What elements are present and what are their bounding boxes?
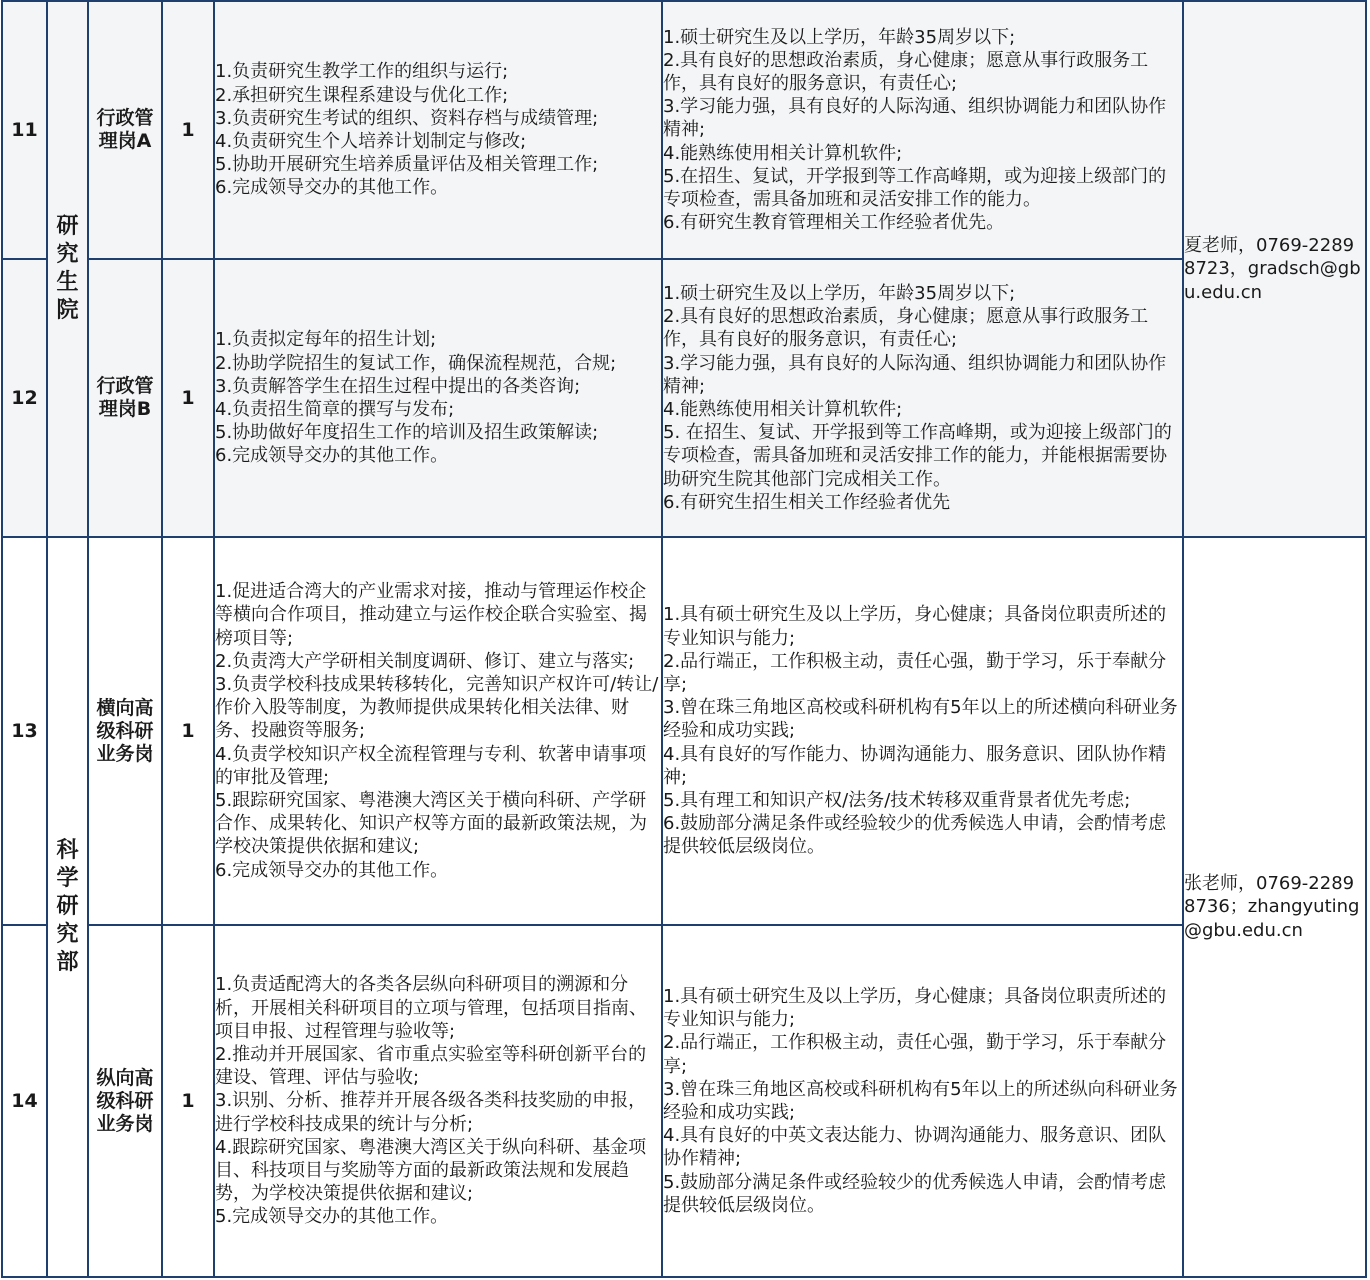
duty-item: 5.完成领导交办的其他工作。 [215,1206,449,1228]
duty-item: 4.跟踪研究国家、粤港澳大湾区关于纵向科研、基金项目、科技项目与奖励等方面的最新政策法规和发展趋势，为学校决策提供依据和建议; [215,1136,647,1205]
duty-item: 1.负责适配湾大的各类各层纵向科研项目的溯源和分析，开展相关科研项目的立项与管理，包括项目指南、项目申报、过程管理与验收等; [215,974,647,1042]
post-name: 行政管理岗A [96,107,154,152]
requirements-cell [662,259,1183,537]
duty-item: 4.负责招生简章的撰写与发布; [215,399,455,420]
requirement-item: 1.具有硕士研究生及以上学历，身心健康；具备岗位职责所述的专业知识与能力; [663,985,1167,1031]
requirement-item: 5.具有理工和知识产权/法务/技术转移双重背景者优先考虑; [663,790,1131,811]
requirement-item: 5. 在招生、复试、开学报到等工作高峰期，或为迎接上级部门的专项检查，需具备加班和灵活安排工作的能力，并能根据需要协助研究生院其他部门完成相关工作。 [663,422,1172,490]
duty-item: 5.协助开展研究生培养质量评估及相关管理工作; [215,154,599,176]
post-name: 行政管理岗B [96,375,154,420]
department-name: 研究生院 [56,214,79,323]
duties-cell [214,925,662,1277]
duty-item: 1.负责研究生教学工作的组织与运行; [215,61,509,83]
requirement-item: 4.能熟练使用相关计算机软件; [663,142,903,164]
contact-cell: 张老师，0769-22898736；zhangyuting@gbu.edu.cn [1183,537,1366,1277]
duty-item: 1.促进适合湾大的产业需求对接，推动与管理运作校企等横向合作项目，推动建立与运作校企联合实验室、揭榜项目等; [215,581,647,649]
requirement-item: 1.具有硕士研究生及以上学历，身心健康；具备岗位职责所述的专业知识与能力; [663,604,1167,649]
requirement-item: 4.能熟练使用相关计算机软件; [663,399,903,420]
requirements-cell [662,925,1183,1277]
duty-item: 3.负责研究生考试的组织、资料存档与成绩管理; [215,107,599,129]
duty-item: 5.跟踪研究国家、粤港澳大湾区关于横向科研、产学研合作、成果转化、知识产权等方面的最新政策法规，为学校决策提供依据和建议; [215,790,647,858]
requirement-item: 1.硕士研究生及以上学历，年龄35周岁以下; [663,26,1016,48]
table-row [2,1,1366,259]
duty-item: 2.承担研究生课程系建设与优化工作; [215,84,509,106]
duties-cell [214,259,662,537]
duties-cell [214,1,662,259]
headcount: 1 [162,1,214,259]
requirement-item: 4.具有良好的写作能力、协调沟通能力、服务意识、团队协作精神; [663,743,1167,788]
duty-item: 2.负责湾大产学研相关制度调研、修订、建立与落实; [215,650,635,672]
duty-item: 2.推动并开展国家、省市重点实验室等科研创新平台的建设、管理、评估与验收; [215,1043,647,1089]
requirement-item: 3.曾在珠三角地区高校或科研机构有5年以上的所述纵向科研业务经验和成功实践; [663,1078,1178,1123]
duty-item: 3.负责学校科技成果转移转化，完善知识产权许可/转让/作价入股等制度，为教师提供成果转化相关法律、财务、投融资等服务; [215,673,659,742]
requirement-item: 1.硕士研究生及以上学历，年龄35周岁以下; [663,282,1016,304]
requirement-item: 2.具有良好的思想政治素质，身心健康；愿意从事行政服务工作，具有良好的服务意识，有责任心; [663,49,1149,94]
headcount: 1 [162,925,214,1277]
duty-item: 6.完成领导交办的其他工作。 [215,445,449,467]
requirement-item: 5.鼓励部分满足条件或经验较少的优秀候选人申请，会酌情考虑提供较低层级岗位。 [663,1171,1167,1216]
row-number: 14 [2,925,47,1277]
duty-item: 6.完成领导交办的其他工作。 [215,177,449,199]
duty-item: 4.负责学校知识产权全流程管理与专利、软著申请事项的审批及管理; [215,743,647,788]
requirement-item: 6.鼓励部分满足条件或经验较少的优秀候选人申请，会酌情考虑提供较低层级岗位。 [663,813,1167,858]
post-cell [88,925,162,1277]
headcount: 1 [162,537,214,925]
row-number: 13 [2,537,47,925]
requirement-item: 2.具有良好的思想政治素质，身心健康；愿意从事行政服务工作，具有良好的服务意识，有责任心; [663,306,1149,351]
duty-item: 2.协助学院招生的复试工作，确保流程规范，合规; [215,352,617,374]
post-cell [88,537,162,925]
duty-item: 5.协助做好年度招生工作的培训及招生政策解读; [215,422,599,444]
duty-item: 3.识别、分析、推荐并开展各级各类科技奖励的申报，进行学校科技成果的统计与分析; [215,1090,647,1135]
requirement-item: 2.品行端正，工作积极主动，责任心强，勤于学习，乐于奉献分享; [663,650,1167,695]
post-name: 纵向高级科研业务岗 [96,1066,154,1135]
department-name: 科学研究部 [56,838,79,975]
requirements-cell [662,1,1183,259]
table-row [2,925,1366,1277]
row-number: 11 [2,1,47,259]
row-number: 12 [2,259,47,537]
contact-cell: 夏老师，0769-22898723，gradsch@gbu.edu.cn [1183,1,1366,537]
table-row [2,259,1366,537]
requirement-item: 3.学习能力强，具有良好的人际沟通、组织协调能力和团队协作精神; [663,352,1167,397]
post-name: 横向高级科研业务岗 [96,696,154,765]
requirement-item: 6.有研究生教育管理相关工作经验者优先。 [663,212,1005,234]
duty-item: 6.完成领导交办的其他工作。 [215,859,449,881]
post-cell [88,259,162,537]
duty-item: 1.负责拟定每年的招生计划; [215,329,437,351]
requirement-item: 3.曾在珠三角地区高校或科研机构有5年以上的所述横向科研业务经验和成功实践; [663,697,1178,742]
duty-item: 4.负责研究生个人培养计划制定与修改; [215,131,527,152]
headcount: 1 [162,259,214,537]
department-cell [47,537,88,1277]
post-cell [88,1,162,259]
requirement-item: 5.在招生、复试，开学报到等工作高峰期，或为迎接上级部门的专项检查，需具备加班和灵活安排工作的能力。 [663,165,1167,210]
requirement-item: 4.具有良好的中英文表达能力、协调沟通能力、服务意识、团队协作精神; [663,1125,1167,1170]
job-table [1,0,1367,1278]
table-row [2,537,1366,925]
requirements-cell [662,537,1183,925]
requirement-item: 2.品行端正，工作积极主动，责任心强，勤于学习，乐于奉献分享; [663,1032,1167,1077]
duties-cell [214,537,662,925]
requirement-item: 6.有研究生招生相关工作经验者优先 [663,491,951,513]
requirement-item: 3.学习能力强，具有良好的人际沟通、组织协调能力和团队协作精神; [663,96,1167,141]
duty-item: 3.负责解答学生在招生过程中提出的各类咨询; [215,375,581,397]
department-cell [47,1,88,537]
